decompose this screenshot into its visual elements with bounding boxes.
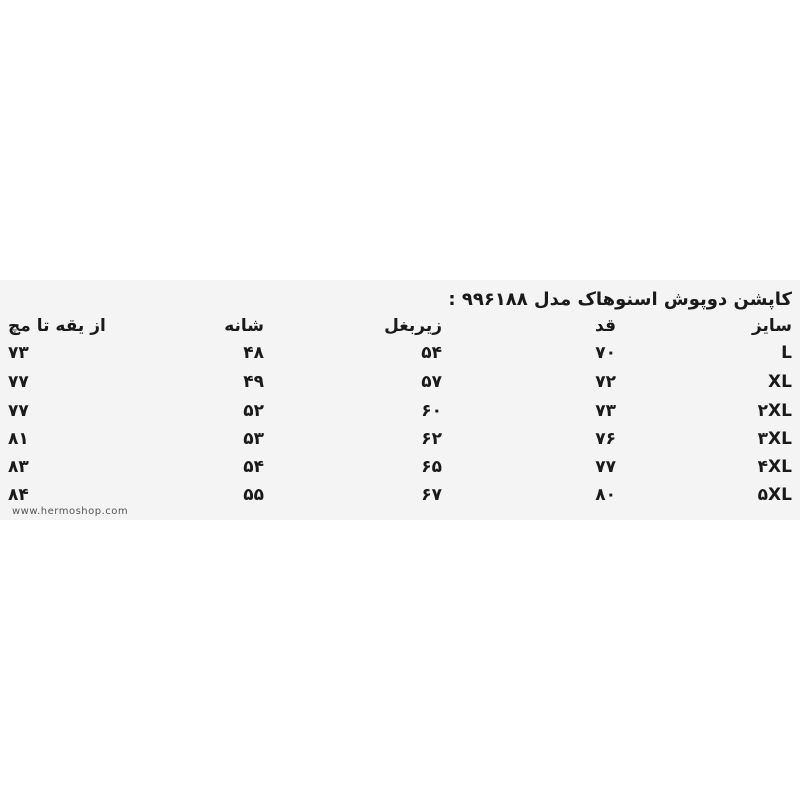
- cell-size: ۴XL: [757, 457, 792, 477]
- header-sleeve: از یقه تا مچ: [8, 316, 106, 336]
- cell-chest: ۵۷: [421, 372, 442, 392]
- table-row: [0, 424, 800, 454]
- cell-sleeve: ۷۷: [8, 401, 29, 421]
- cell-shoulder: ۵۲: [243, 401, 264, 421]
- header-shoulder: شانه: [224, 316, 264, 336]
- cell-size: XL: [768, 372, 792, 392]
- cell-sleeve: ۸۳: [8, 457, 29, 477]
- cell-chest: ۵۴: [421, 343, 442, 363]
- cell-chest: ۶۰: [421, 401, 442, 421]
- cell-height: ۸۰: [595, 485, 616, 505]
- cell-chest: ۶۲: [421, 429, 442, 449]
- cell-sleeve: ۸۱: [8, 429, 29, 449]
- cell-size: ۵XL: [757, 485, 792, 505]
- cell-shoulder: ۵۵: [243, 485, 264, 505]
- cell-size: ۳XL: [757, 429, 792, 449]
- cell-height: ۷۶: [595, 429, 616, 449]
- cell-sleeve: ۸۴: [8, 485, 29, 505]
- cell-chest: ۶۵: [421, 457, 442, 477]
- cell-shoulder: ۴۸: [243, 343, 264, 363]
- cell-chest: ۶۷: [421, 485, 442, 505]
- cell-height: ۷۳: [595, 401, 616, 421]
- cell-shoulder: ۵۴: [243, 457, 264, 477]
- cell-sleeve: ۷۷: [8, 372, 29, 392]
- table-row: [0, 396, 800, 426]
- header-chest: زیربغل: [384, 316, 442, 336]
- cell-size: ۲XL: [757, 401, 792, 421]
- table-row: [0, 367, 800, 397]
- header-row: [0, 311, 800, 341]
- cell-shoulder: ۴۹: [243, 372, 264, 392]
- site-watermark: www.hermoshop.com: [12, 506, 129, 517]
- chart-title: کاپشن دوپوش اسنوهاک مدل ۹۹۶۱۸۸ :: [448, 289, 792, 310]
- cell-shoulder: ۵۳: [243, 429, 264, 449]
- cell-height: ۷۰: [595, 343, 616, 363]
- cell-height: ۷۲: [595, 372, 616, 392]
- cell-size: L: [781, 343, 792, 363]
- cell-height: ۷۷: [595, 457, 616, 477]
- header-height: قد: [595, 316, 616, 336]
- cell-sleeve: ۷۳: [8, 343, 29, 363]
- table-row: [0, 338, 800, 368]
- header-size: سایز: [751, 316, 792, 336]
- table-row: [0, 452, 800, 482]
